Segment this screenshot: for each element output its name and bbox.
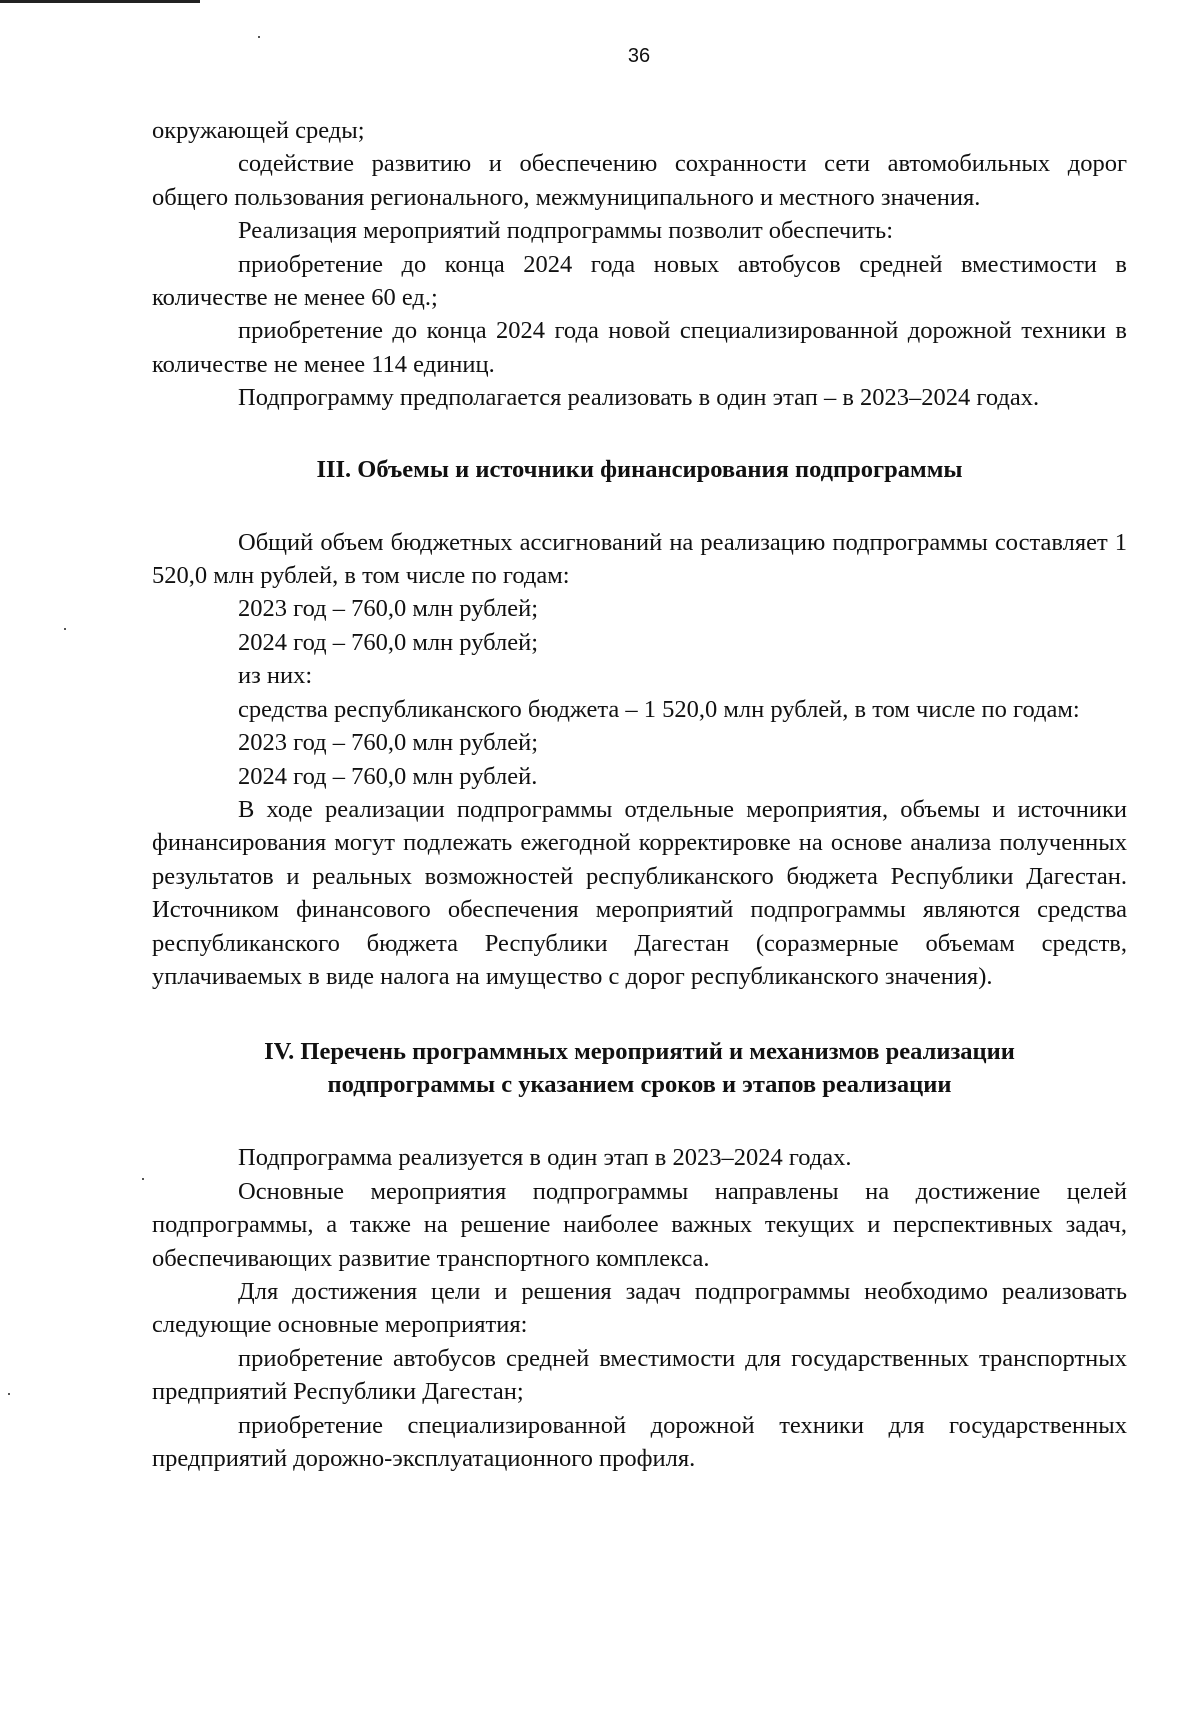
paragraph: 2023 год – 760,0 млн рублей; [238,595,539,623]
paragraph: В ходе реализации подпрограммы отдельные мероприятия, объемы и источники финансирования могут подлежать ежегодной корректировке на основе анализа полученных результатов и реальных возможностей республиканского бюджета Республики Дагестан. Источником финансового обеспечения мероприятий подпрограммы являются средства республиканского бюджета Республики Дагестан (соразмерные объемам средств, уплачиваемых в виде налога на имущество с дорог республиканского значения). [152,795,1127,990]
paragraph: Подпрограмму предполагается реализовать в один этап – в 2023–2024 годах. [238,384,1040,412]
section-heading-3: III. Объемы и источники финансирования подпрограммы [316,455,963,483]
document-body [152,114,1127,1475]
section-heading-4-line1: IV. Перечень программных мероприятий и механизмов реализации [264,1038,1015,1066]
paragraph: Реализация мероприятий подпрограммы позволит обеспечить: [238,217,894,245]
paragraph: приобретение до конца 2024 года новых автобусов средней вместимости в количестве не менее 60 ед.; [152,250,1127,312]
section-heading-4 [152,1035,1127,1101]
paragraph: окружающей среды; [152,117,365,144]
paragraph: 2023 год – 760,0 млн рублей; [238,729,539,757]
scan-artifact [0,0,200,3]
paragraph: Общий объем бюджетных ассигнований на реализацию подпрограммы составляет 1 520,0 млн рублей, в том числе по годам: [152,528,1127,590]
scan-speck [142,1178,144,1180]
scan-speck [8,1393,10,1395]
paragraph: 2024 год – 760,0 млн рублей. [238,762,538,790]
page-number: 36 [627,45,651,67]
paragraph: Основные мероприятия подпрограммы направлены на достижение целей подпрограммы, а также на решение наиболее важных текущих и перспективных задач, обеспечивающих развитие транспортного комплекса. [152,1177,1127,1272]
scan-speck [64,628,66,630]
paragraph: из них: [238,662,313,690]
paragraph: содействие развитию и обеспечению сохранности сети автомобильных дорог общего пользования регионального, межмуниципального и местного значения. [152,150,1127,211]
scan-speck [258,36,260,38]
paragraph: 2024 год – 760,0 млн рублей; [238,628,539,656]
paragraph: средства республиканского бюджета – 1 520,0 млн рублей, в том числе по годам: [238,695,1080,723]
section-heading-4-line2: подпрограммы с указанием сроков и этапов реализации [327,1071,952,1099]
paragraph: приобретение специализированной дорожной техники для государственных предприятий дорожно-эксплуатационного профиля. [152,1411,1127,1472]
paragraph: приобретение до конца 2024 года новой специализированной дорожной техники в количестве не менее 114 единиц. [152,317,1127,378]
paragraph: Для достижения цели и решения задач подпрограммы необходимо реализовать следующие основные мероприятия: [152,1277,1127,1339]
paragraph: Подпрограмма реализуется в один этап в 2023–2024 годах. [238,1144,852,1172]
paragraph: приобретение автобусов средней вместимости для государственных транспортных предприятий Республики Дагестан; [152,1344,1127,1406]
